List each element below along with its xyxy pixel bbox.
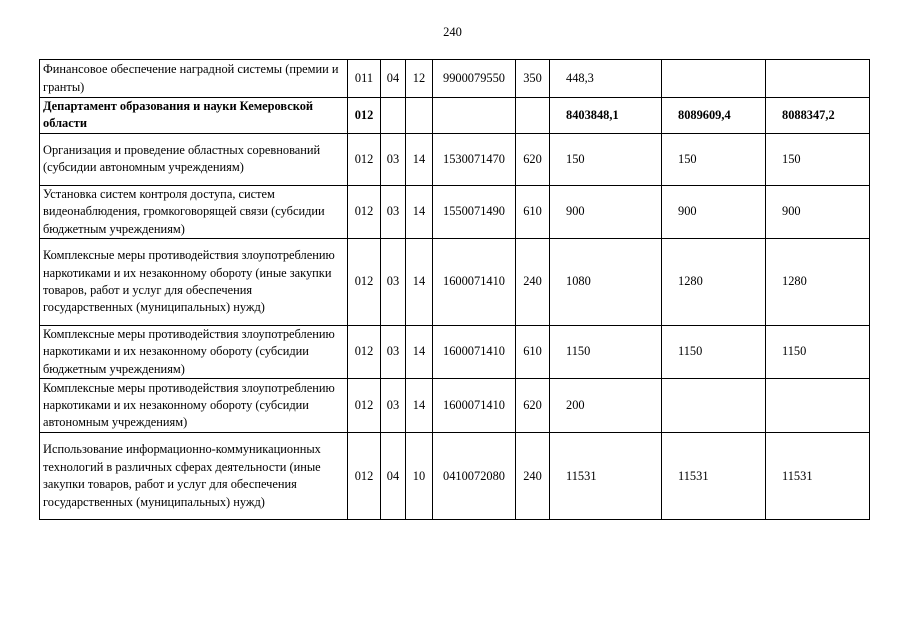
table-row (40, 60, 870, 98)
page-number: 240 (443, 25, 462, 39)
row-expense-type: 610 (516, 326, 550, 379)
row-code: 012 (348, 133, 381, 185)
row-name: Финансовое обеспечение наградной системы (премии и гранты) (40, 60, 348, 98)
row-target-article: 0410072080 (433, 433, 516, 520)
row-code: 012 (348, 326, 381, 379)
row-code: 012 (348, 185, 381, 238)
row-subsection: 14 (406, 133, 433, 185)
row-section: 04 (381, 433, 406, 520)
row-section: 03 (381, 133, 406, 185)
row-amount-year-1: 1080 (550, 239, 662, 326)
row-section: 03 (381, 239, 406, 326)
row-expense-type: 620 (516, 379, 550, 433)
row-code: 012 (348, 379, 381, 433)
row-target-article: 1530071470 (433, 133, 516, 185)
row-amount-year-3: 1150 (766, 326, 870, 379)
table-row (40, 326, 870, 379)
row-section: 04 (381, 60, 406, 98)
row-amount-year-2 (662, 379, 766, 433)
row-amount-year-2: 900 (662, 185, 766, 238)
row-name: Комплексные меры противодействия злоупотреблению наркотиками и их незаконному обороту (субсидии бюджетным учреждениям) (40, 326, 348, 379)
row-expense-type: 350 (516, 60, 550, 98)
row-amount-year-3: 11531 (766, 433, 870, 520)
row-amount-year-3 (766, 379, 870, 433)
budget-table (39, 59, 870, 520)
row-target-article: 1600071410 (433, 326, 516, 379)
row-amount-year-1: 11531 (550, 433, 662, 520)
row-amount-year-1: 150 (550, 133, 662, 185)
row-section (381, 98, 406, 134)
row-amount-year-1: 1150 (550, 326, 662, 379)
row-target-article: 1600071410 (433, 239, 516, 326)
row-target-article: 1600071410 (433, 379, 516, 433)
row-target-article: 9900079550 (433, 60, 516, 98)
table-row (40, 185, 870, 238)
row-code: 012 (348, 98, 381, 134)
row-amount-year-2: 1280 (662, 239, 766, 326)
row-subsection: 14 (406, 239, 433, 326)
table-row (40, 379, 870, 433)
row-amount-year-2: 1150 (662, 326, 766, 379)
table-row (40, 239, 870, 326)
row-section: 03 (381, 185, 406, 238)
row-amount-year-1: 448,3 (550, 60, 662, 98)
row-name: Установка систем контроля доступа, систем видеонаблюдения, громкоговорящей связи (субсидии бюджетным учреждениям) (40, 185, 348, 238)
row-section: 03 (381, 326, 406, 379)
row-expense-type: 240 (516, 433, 550, 520)
row-subsection: 14 (406, 379, 433, 433)
row-name: Использование информационно-коммуникационных технологий в различных сферах деятельности (иные закупки товаров, работ и услуг для обеспечения государственных (муниципальных) нужд) (40, 433, 348, 520)
row-amount-year-2: 150 (662, 133, 766, 185)
row-name: Комплексные меры противодействия злоупотреблению наркотиками и их незаконному обороту (субсидии автономным учреждениям) (40, 379, 348, 433)
row-target-article: 1550071490 (433, 185, 516, 238)
row-amount-year-2: 8089609,4 (662, 98, 766, 134)
row-name: Департамент образования и науки Кемеровской области (40, 98, 348, 134)
row-name: Комплексные меры противодействия злоупотреблению наркотиками и их незаконному обороту (иные закупки товаров, работ и услуг для обеспечения государственных (муниципальных) нужд) (40, 239, 348, 326)
row-amount-year-2 (662, 60, 766, 98)
row-subsection: 14 (406, 185, 433, 238)
row-name: Организация и проведение областных соревнований (субсидии автономным учреждениям) (40, 133, 348, 185)
row-amount-year-2: 11531 (662, 433, 766, 520)
row-amount-year-3 (766, 60, 870, 98)
row-subsection (406, 98, 433, 134)
row-amount-year-1: 900 (550, 185, 662, 238)
row-target-article (433, 98, 516, 134)
row-code: 011 (348, 60, 381, 98)
row-subsection: 10 (406, 433, 433, 520)
row-subsection: 14 (406, 326, 433, 379)
row-amount-year-1: 8403848,1 (550, 98, 662, 134)
row-code: 012 (348, 433, 381, 520)
table-row (40, 133, 870, 185)
row-amount-year-1: 200 (550, 379, 662, 433)
row-expense-type (516, 98, 550, 134)
row-subsection: 12 (406, 60, 433, 98)
table-row (40, 98, 870, 134)
row-amount-year-3: 150 (766, 133, 870, 185)
row-amount-year-3: 1280 (766, 239, 870, 326)
row-section: 03 (381, 379, 406, 433)
row-code: 012 (348, 239, 381, 326)
row-amount-year-3: 900 (766, 185, 870, 238)
row-expense-type: 240 (516, 239, 550, 326)
table-row (40, 433, 870, 520)
row-expense-type: 620 (516, 133, 550, 185)
row-expense-type: 610 (516, 185, 550, 238)
row-amount-year-3: 8088347,2 (766, 98, 870, 134)
